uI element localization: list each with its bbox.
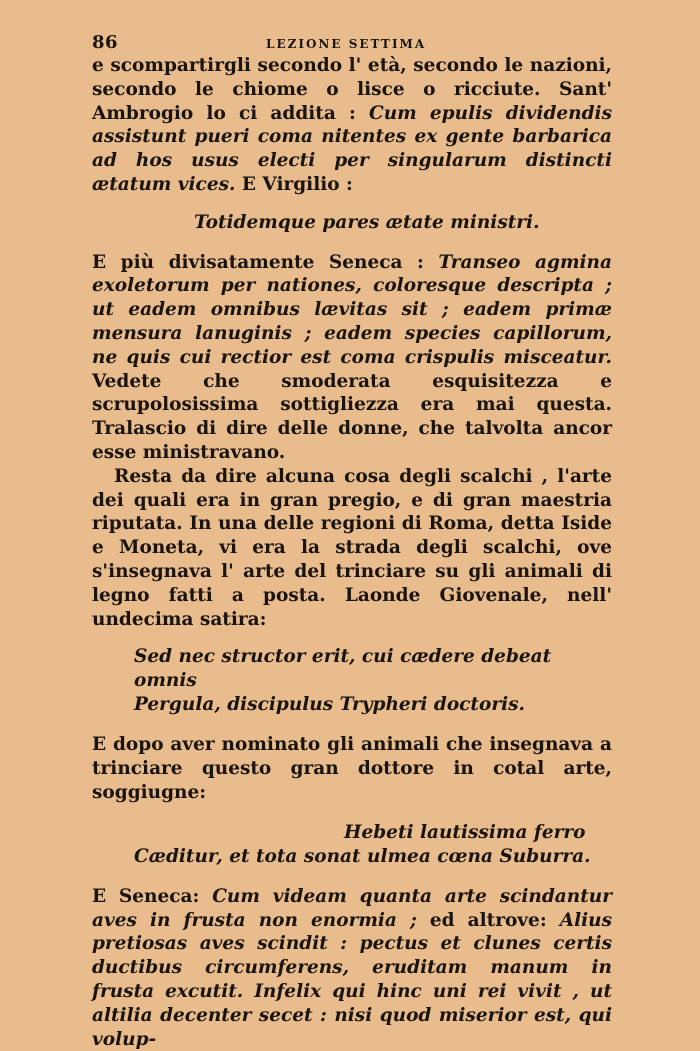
paragraph-5 — [92, 885, 612, 1051]
seneca-quote-3: Alius pretiosas aves scindit : pectus et clunes certis ductibus circumferens, eruditam manum in frusta excutit. Infelix qui hinc uni rei vivit , ut altilia decenter secet : nisi quod miserior est, qui volup- — [92, 909, 612, 1050]
book-page — [92, 32, 612, 1051]
juvenal-verse-line-1: Sed nec structor erit, cui cædere debeat omnis — [134, 646, 552, 692]
paragraph-3: Resta da dire alcuna cosa degli scalchi , l'arte dei quali era in gran pregio, e di gran maestria riputata. In una delle regioni di Roma, detta Iside e Moneta, vi era la strada degli scalchi, ove s'insegnava l' arte del trinciare su gli animali di legno fatti a posta. Laonde Giovenale, nell' undecima satira: — [92, 465, 612, 630]
paragraph-2 — [92, 251, 612, 465]
paragraph-4: E dopo aver nominato gli animali che insegnava a trinciare questo gran dottore in cotal arte, soggiugne: — [92, 734, 612, 803]
paragraph-5-text-a: E Seneca: — [92, 885, 213, 907]
virgil-quote: Totidemque pares ætate ministri. — [194, 211, 540, 233]
running-title: LEZIONE SETTIMA — [266, 37, 427, 51]
paragraph-2-text-a: E più divisatamente Seneca : — [92, 251, 439, 273]
juvenal-verse-line-2: Pergula, discipulus Trypheri doctoris. — [134, 694, 525, 716]
paragraph-5-text-c: ed altrove: — [416, 909, 560, 931]
paragraph-1-text-c: E Virgilio : — [235, 173, 353, 195]
seneca-quote-1: Transeo agmina exoletorum per nationes, coloresque descripta ; ut eadem omnibus lævitas sit ; eadem primæ mensura lanuginis ; eadem species capillorum, ne quis cui rectior est coma crispulis misceatur. — [92, 251, 612, 368]
paragraph-1-text-a: e scompartirgli secondo l' età, secondo le nazioni, secondo le chiome o lisce o ricciute. Sant' Ambrogio lo ci addita : — [92, 55, 612, 124]
paragraph-2-text-c: Vedete che smoderata esquisitezza e scrupolosissima sottigliezza era mai questa. Tralascio di dire delle donne, che talvolta ancor esse ministravano. — [92, 370, 612, 463]
seneca-quote-2: Cum videam quanta arte scindantur aves in frusta non enormia ; — [92, 885, 612, 931]
juvenal-verse-2-line-1: Hebeti lautissima ferro — [344, 821, 586, 843]
juvenal-verse — [92, 645, 612, 717]
juvenal-verse-2 — [92, 821, 612, 869]
paragraph-1 — [92, 54, 612, 197]
ambrose-quote: Cum epulis dividendis assistunt pueri coma nitentes ex gente barbarica ad hos usus electi per singularum distincti ætatum vices. — [92, 102, 612, 195]
juvenal-verse-2-line-2: Cæditur, et tota sonat ulmea cœna Suburra. — [134, 845, 591, 867]
page-number: 86 — [92, 32, 119, 53]
